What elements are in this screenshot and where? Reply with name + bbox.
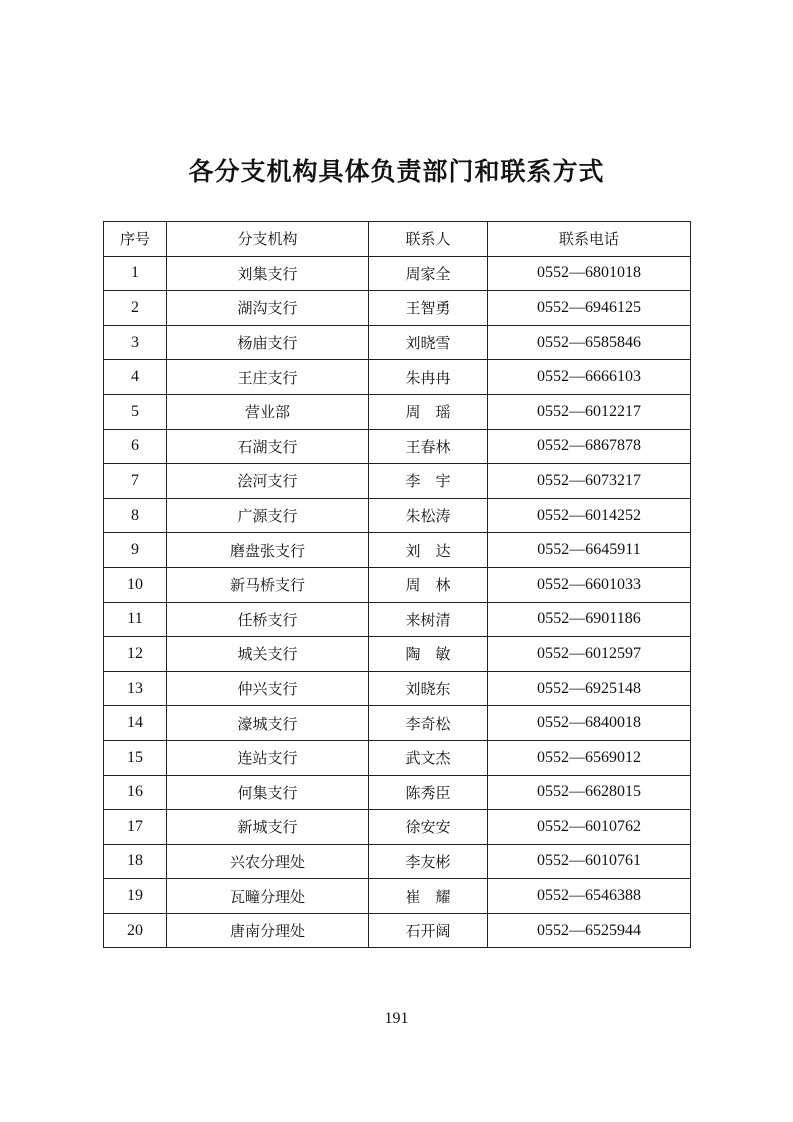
cell-branch: 石湖支行 [167,429,369,464]
cell-index: 9 [104,533,167,568]
page-number: 191 [384,1010,409,1027]
cell-branch: 瓦疃分理处 [167,879,369,914]
cell-phone: 0552—6901186 [488,602,691,637]
table-row [104,394,691,429]
cell-index: 17 [104,810,167,845]
cell-index: 6 [104,429,167,464]
cell-branch: 广源支行 [167,498,369,533]
cell-contact-person: 朱松涛 [369,498,488,533]
cell-index: 11 [104,602,167,637]
table-row [104,775,691,810]
cell-branch: 何集支行 [167,775,369,810]
table-row [104,256,691,291]
cell-branch: 杨庙支行 [167,325,369,360]
cell-index: 14 [104,706,167,741]
cell-index: 18 [104,844,167,879]
cell-phone: 0552—6801018 [488,256,691,291]
cell-phone: 0552—6666103 [488,360,691,395]
table-row [104,498,691,533]
cell-phone: 0552—6525944 [488,913,691,948]
cell-phone: 0552—6010762 [488,810,691,845]
cell-branch: 兴农分理处 [167,844,369,879]
table-row [104,360,691,395]
table-row [104,810,691,845]
cell-index: 20 [104,913,167,948]
cell-phone: 0552—6546388 [488,879,691,914]
cell-index: 4 [104,360,167,395]
cell-phone: 0552—6601033 [488,567,691,602]
cell-branch: 城关支行 [167,637,369,672]
table-row [104,325,691,360]
cell-index: 12 [104,637,167,672]
cell-index: 5 [104,394,167,429]
table-body [104,256,691,948]
cell-branch: 刘集支行 [167,256,369,291]
cell-contact-person: 陈秀臣 [369,775,488,810]
table-row [104,671,691,706]
cell-index: 2 [104,291,167,326]
cell-contact-person: 周 瑶 [369,394,488,429]
header-phone: 联系电话 [488,222,691,257]
cell-branch: 任桥支行 [167,602,369,637]
cell-phone: 0552—6645911 [488,533,691,568]
cell-phone: 0552—6925148 [488,671,691,706]
cell-contact-person: 李友彬 [369,844,488,879]
cell-contact-person: 徐安安 [369,810,488,845]
table-row [104,533,691,568]
page-title: 各分支机构具体负责部门和联系方式 [188,157,605,186]
cell-contact-person: 王春林 [369,429,488,464]
cell-branch: 仲兴支行 [167,671,369,706]
table-row [104,429,691,464]
cell-contact-person: 崔 耀 [369,879,488,914]
cell-contact-person: 刘晓东 [369,671,488,706]
table-row [104,464,691,499]
cell-contact-person: 周 林 [369,567,488,602]
cell-branch: 磨盘张支行 [167,533,369,568]
cell-phone: 0552—6014252 [488,498,691,533]
cell-index: 15 [104,740,167,775]
cell-contact-person: 陶 敏 [369,637,488,672]
cell-branch: 营业部 [167,394,369,429]
cell-contact-person: 李 宇 [369,464,488,499]
cell-branch: 新城支行 [167,810,369,845]
cell-index: 1 [104,256,167,291]
cell-contact-person: 武文杰 [369,740,488,775]
cell-contact-person: 刘晓雪 [369,325,488,360]
cell-phone: 0552—6073217 [488,464,691,499]
cell-branch: 王庄支行 [167,360,369,395]
table-row [104,740,691,775]
cell-contact-person: 来树清 [369,602,488,637]
cell-phone: 0552—6585846 [488,325,691,360]
cell-contact-person: 王智勇 [369,291,488,326]
table-header-row [104,222,691,257]
cell-phone: 0552—6867878 [488,429,691,464]
cell-index: 13 [104,671,167,706]
cell-contact-person: 朱冉冉 [369,360,488,395]
cell-contact-person: 刘 达 [369,533,488,568]
contacts-table [103,221,691,948]
table-row [104,567,691,602]
header-branch: 分支机构 [167,222,369,257]
cell-branch: 湖沟支行 [167,291,369,326]
table-row [104,913,691,948]
table-row [104,291,691,326]
table-row [104,706,691,741]
cell-phone: 0552—6012597 [488,637,691,672]
table-row [104,844,691,879]
header-contact-person: 联系人 [369,222,488,257]
cell-index: 16 [104,775,167,810]
cell-index: 8 [104,498,167,533]
table-row [104,602,691,637]
cell-phone: 0552—6010761 [488,844,691,879]
cell-index: 7 [104,464,167,499]
table-row [104,879,691,914]
cell-phone: 0552—6946125 [488,291,691,326]
cell-phone: 0552—6628015 [488,775,691,810]
cell-contact-person: 石开阔 [369,913,488,948]
table-row [104,637,691,672]
cell-branch: 唐南分理处 [167,913,369,948]
cell-branch: 新马桥支行 [167,567,369,602]
cell-phone: 0552—6569012 [488,740,691,775]
cell-branch: 浍河支行 [167,464,369,499]
header-index: 序号 [104,222,167,257]
cell-index: 19 [104,879,167,914]
cell-phone: 0552—6840018 [488,706,691,741]
cell-index: 3 [104,325,167,360]
cell-branch: 濠城支行 [167,706,369,741]
cell-index: 10 [104,567,167,602]
cell-branch: 连站支行 [167,740,369,775]
cell-phone: 0552—6012217 [488,394,691,429]
cell-contact-person: 李奇松 [369,706,488,741]
cell-contact-person: 周家全 [369,256,488,291]
